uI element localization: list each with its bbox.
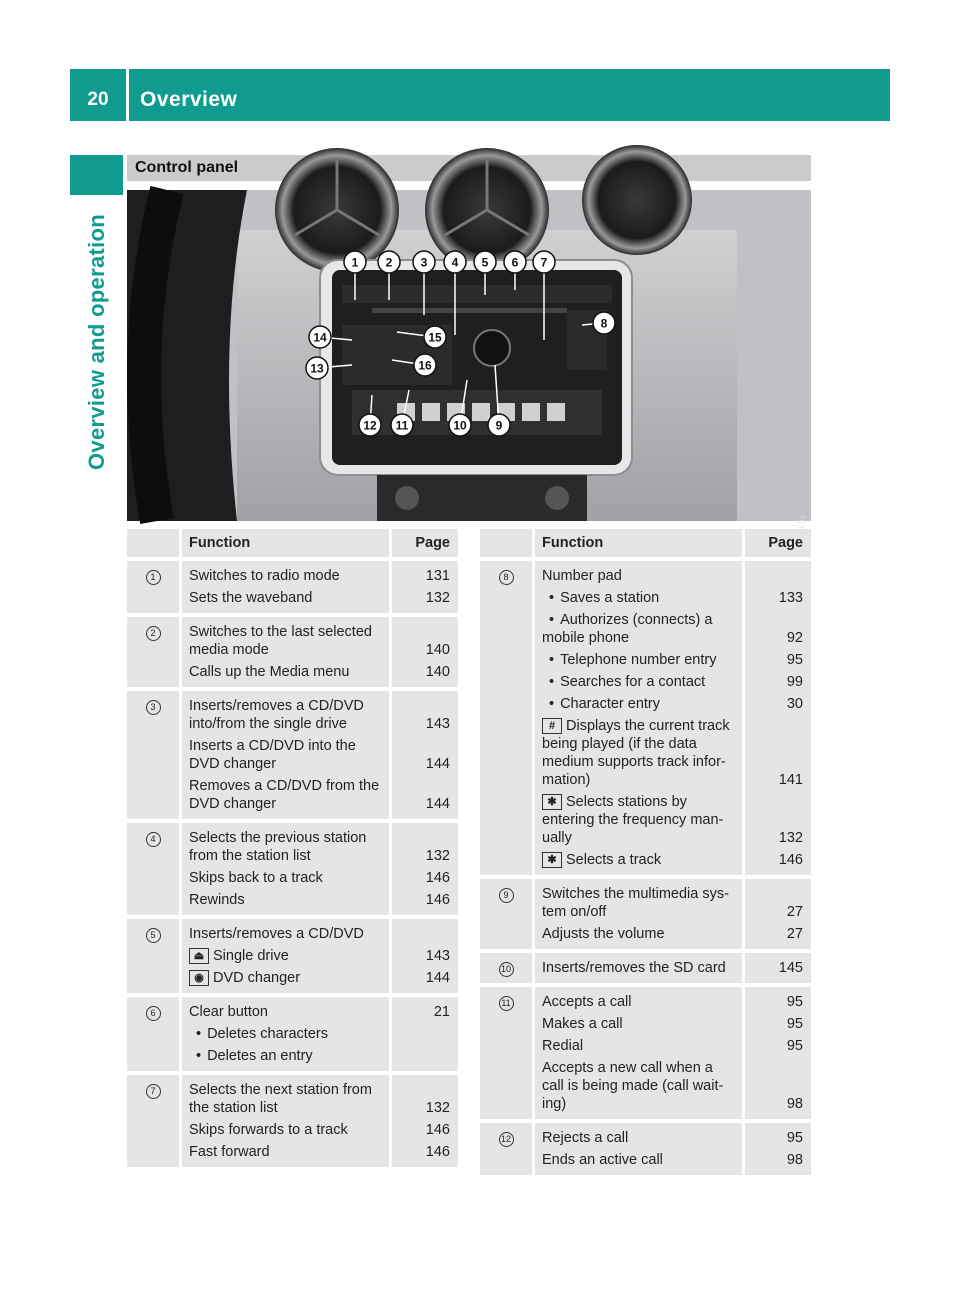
page-cell — [745, 953, 811, 987]
row-number-cell — [127, 919, 182, 997]
section-title: Control panel — [127, 155, 811, 181]
function-text: Switches to radio mode — [189, 568, 340, 584]
circled-number: 2 — [146, 626, 161, 641]
function-text: Inserts/removes a CD/DVD into/from the single drive — [189, 698, 364, 732]
callout-number: 15 — [428, 330, 442, 345]
callout-number: 14 — [313, 330, 327, 345]
function-line — [182, 869, 389, 891]
function-text: Fast forward — [189, 1144, 270, 1160]
page-reference: 140 — [425, 664, 450, 680]
table-row — [480, 879, 811, 953]
function-cell — [535, 561, 745, 879]
function-text: Redial — [542, 1038, 584, 1054]
callout-number: 1 — [351, 255, 359, 270]
function-text: Skips back to a track — [189, 870, 323, 886]
table-row — [127, 823, 458, 919]
circled-number: 3 — [146, 700, 161, 715]
callout-label — [488, 414, 510, 436]
page-cell — [392, 997, 458, 1075]
callout-number: 2 — [385, 255, 393, 270]
function-line — [182, 623, 389, 663]
page-cell — [392, 691, 458, 823]
function-text: Switches to the last selected media mode — [189, 624, 372, 658]
page-reference: 131 — [425, 568, 450, 584]
table-header-row — [127, 529, 458, 561]
page-reference: 30 — [786, 696, 803, 712]
function-line — [182, 829, 389, 869]
function-line — [182, 1047, 389, 1069]
function-line — [535, 651, 742, 673]
page-cell — [392, 617, 458, 691]
table-row — [127, 561, 458, 617]
function-table-right — [480, 529, 811, 1179]
page-cell — [745, 561, 811, 879]
page-reference: 95 — [786, 994, 803, 1010]
page-cell — [392, 561, 458, 617]
function-line — [182, 567, 389, 589]
function-line — [535, 567, 742, 589]
page-cell — [745, 879, 811, 953]
circled-number: 4 — [146, 832, 161, 847]
page-reference: 132 — [425, 1100, 450, 1116]
column-header-function: Function — [182, 529, 392, 561]
function-text: Ends an active call — [542, 1152, 663, 1168]
page-reference: 132 — [425, 848, 450, 864]
control-panel-illustration — [127, 190, 811, 521]
row-number-cell — [480, 953, 535, 987]
bullet-item-text: • Deletes characters — [189, 1026, 328, 1042]
callout-label — [391, 414, 413, 436]
row-number-cell — [127, 691, 182, 823]
table-row — [127, 919, 458, 997]
function-text: Inserts a CD/DVD into the DVD changer — [189, 738, 356, 772]
circled-number: 5 — [146, 928, 161, 943]
function-line — [182, 737, 389, 777]
function-line — [535, 589, 742, 611]
function-cell — [182, 1075, 392, 1171]
table-row — [480, 1123, 811, 1179]
function-line — [535, 1015, 742, 1037]
chapter-side-tab: Overview and operation — [84, 213, 109, 470]
callout-number: 11 — [395, 418, 409, 433]
circled-number: 7 — [146, 1084, 161, 1099]
table-row — [127, 617, 458, 691]
function-text: Sets the waveband — [189, 590, 313, 606]
page-reference: 27 — [786, 926, 803, 942]
page-reference: 132 — [778, 830, 803, 846]
control-panel-photo — [127, 190, 811, 521]
function-text: Makes a call — [542, 1016, 623, 1032]
column-header-number — [127, 529, 182, 561]
function-cell — [535, 987, 745, 1123]
row-number-cell — [480, 987, 535, 1123]
callout-label — [474, 251, 496, 273]
table-row — [480, 987, 811, 1123]
bullet-item-text: • Authorizes (connects) a mobile phone — [542, 612, 712, 646]
circled-number: 10 — [499, 962, 514, 977]
function-text: Number pad — [542, 568, 622, 584]
page-reference: 95 — [786, 652, 803, 668]
function-text: Skips forwards to a track — [189, 1122, 348, 1138]
page-title: Overview — [140, 88, 238, 111]
page-cell — [745, 1123, 811, 1179]
circled-number: 6 — [146, 1006, 161, 1021]
row-number-cell — [480, 879, 535, 953]
function-cell — [535, 1123, 745, 1179]
page-reference: 144 — [425, 970, 450, 986]
function-line — [535, 959, 742, 981]
callout-label — [309, 326, 331, 348]
function-line — [182, 1143, 389, 1165]
function-line — [182, 1025, 389, 1047]
function-line — [535, 885, 742, 925]
circled-number: 12 — [499, 1132, 514, 1147]
page-reference: 99 — [786, 674, 803, 690]
header-divider — [126, 69, 129, 121]
page-reference: 146 — [425, 870, 450, 886]
function-line — [535, 1151, 742, 1173]
function-line — [182, 947, 389, 969]
function-line — [182, 925, 389, 947]
circled-number: 1 — [146, 570, 161, 585]
function-line — [535, 1037, 742, 1059]
function-text: Inserts/removes a CD/DVD — [189, 926, 364, 942]
column-header-number — [480, 529, 535, 561]
table-row — [127, 691, 458, 823]
function-text: Switches the multimedia sys-tem on/off — [542, 886, 729, 920]
callout-number: 5 — [481, 255, 489, 270]
bullet-item-text: • Searches for a contact — [542, 674, 705, 690]
function-text: Displays the current track being played (if the data medium supports track infor-mation) — [542, 718, 730, 788]
page-reference: 145 — [778, 960, 803, 976]
page-reference: 132 — [425, 590, 450, 606]
function-cell — [182, 617, 392, 691]
page-reference: 146 — [425, 1144, 450, 1160]
function-text: Single drive — [213, 948, 289, 964]
circled-number: 8 — [499, 570, 514, 585]
hash-key-icon: # — [542, 718, 562, 734]
function-cell — [182, 561, 392, 617]
function-line — [535, 1059, 742, 1117]
function-text: Selects the previous station from the station list — [189, 830, 367, 864]
function-cell — [182, 691, 392, 823]
function-line — [182, 891, 389, 913]
callout-label — [593, 312, 615, 334]
star-key-icon: ✱ — [542, 794, 562, 810]
function-text: Accepts a new call when a call is being made (call wait-ing) — [542, 1060, 724, 1112]
function-line — [535, 1129, 742, 1151]
function-line — [535, 717, 742, 793]
callout-number: 16 — [418, 358, 432, 373]
circled-number: 9 — [499, 888, 514, 903]
function-line — [182, 777, 389, 817]
function-line — [182, 589, 389, 611]
column-header-page: Page — [745, 529, 811, 561]
function-line — [535, 793, 742, 851]
function-line — [535, 673, 742, 695]
function-line — [182, 969, 389, 991]
function-text: Selects the next station from the station list — [189, 1082, 372, 1116]
page-reference: 144 — [425, 756, 450, 772]
circled-number: 11 — [499, 996, 514, 1011]
table-header-row — [480, 529, 811, 561]
bullet-item-text: • Telephone number entry — [542, 652, 716, 668]
function-cell — [182, 997, 392, 1075]
function-text: Clear button — [189, 1004, 268, 1020]
page-reference: 133 — [778, 590, 803, 606]
callout-number: 3 — [420, 255, 428, 270]
page-reference: 141 — [778, 772, 803, 788]
page-reference: 143 — [425, 716, 450, 732]
function-text: DVD changer — [213, 970, 301, 986]
page-reference: 27 — [786, 904, 803, 920]
function-text: Rewinds — [189, 892, 245, 908]
row-number-cell — [127, 1075, 182, 1171]
function-cell — [535, 953, 745, 987]
callout-number: 9 — [495, 418, 503, 433]
row-number-cell — [480, 1123, 535, 1179]
callout-number: 6 — [511, 255, 519, 270]
function-text: Calls up the Media menu — [189, 664, 350, 680]
callout-number: 12 — [363, 418, 377, 433]
eject-icon: ⏏ — [189, 948, 209, 964]
function-text: Inserts/removes the SD card — [542, 960, 726, 976]
page-reference: 92 — [786, 630, 803, 646]
callout-label — [378, 251, 400, 273]
function-line — [182, 663, 389, 685]
row-number-cell — [127, 823, 182, 919]
callout-label — [533, 251, 555, 273]
table-row — [127, 1075, 458, 1171]
callout-label — [359, 414, 381, 436]
function-text: Selects stations by entering the frequency man-ually — [542, 794, 724, 846]
page-reference: 98 — [786, 1152, 803, 1168]
page-header — [70, 69, 890, 121]
function-text: Removes a CD/DVD from the DVD changer — [189, 778, 380, 812]
row-number-cell — [127, 997, 182, 1075]
function-cell — [182, 919, 392, 997]
page-reference: 95 — [786, 1130, 803, 1146]
page-reference: 146 — [425, 1122, 450, 1138]
function-text: Selects a track — [566, 852, 662, 868]
function-table-left — [127, 529, 458, 1171]
page-cell — [392, 1075, 458, 1171]
callout-number: 8 — [600, 316, 608, 331]
page-reference: 144 — [425, 796, 450, 812]
bullet-item-text: • Character entry — [542, 696, 660, 712]
callout-label — [306, 357, 328, 379]
callout-number: 10 — [453, 418, 467, 433]
function-cell — [182, 823, 392, 919]
function-line — [182, 697, 389, 737]
page-cell — [745, 987, 811, 1123]
function-text: Accepts a call — [542, 994, 632, 1010]
callout-label — [424, 326, 446, 348]
callout-label — [449, 414, 471, 436]
page-reference: 95 — [786, 1038, 803, 1054]
callout-label — [413, 251, 435, 273]
page-reference: 143 — [425, 948, 450, 964]
function-cell — [535, 879, 745, 953]
page-reference: 146 — [778, 852, 803, 868]
bullet-item-text: • Saves a station — [542, 590, 659, 606]
row-number-cell — [127, 561, 182, 617]
callout-label — [414, 354, 436, 376]
side-marker — [70, 155, 123, 195]
table-row — [480, 953, 811, 987]
callout-number: 7 — [540, 255, 548, 270]
column-header-function: Function — [535, 529, 745, 561]
page-reference: 98 — [786, 1096, 803, 1112]
disc-icon: ◉ — [189, 970, 209, 986]
function-line — [535, 925, 742, 947]
function-text: Rejects a call — [542, 1130, 629, 1146]
function-text: Adjusts the volume — [542, 926, 665, 942]
function-line — [182, 1121, 389, 1143]
function-line — [535, 993, 742, 1015]
column-header-page: Page — [392, 529, 458, 561]
page-reference: 146 — [425, 892, 450, 908]
page-cell — [392, 823, 458, 919]
callout-number: 13 — [310, 361, 324, 376]
function-line — [535, 851, 742, 873]
function-line — [182, 1081, 389, 1121]
page-cell — [392, 919, 458, 997]
row-number-cell — [127, 617, 182, 691]
callout-number: 4 — [451, 255, 459, 270]
callout-label — [344, 251, 366, 273]
page-reference: 21 — [433, 1004, 450, 1020]
page-number: 20 — [87, 89, 109, 110]
callout-label — [444, 251, 466, 273]
function-line — [535, 611, 742, 651]
function-line — [535, 695, 742, 717]
page-reference: 140 — [425, 642, 450, 658]
row-number-cell — [480, 561, 535, 879]
bullet-item-text: • Deletes an entry — [189, 1048, 313, 1064]
callout-label — [504, 251, 526, 273]
table-row — [127, 997, 458, 1075]
page-reference: 95 — [786, 1016, 803, 1032]
function-line — [182, 1003, 389, 1025]
table-row — [480, 561, 811, 879]
star-key-icon: ✱ — [542, 852, 562, 868]
